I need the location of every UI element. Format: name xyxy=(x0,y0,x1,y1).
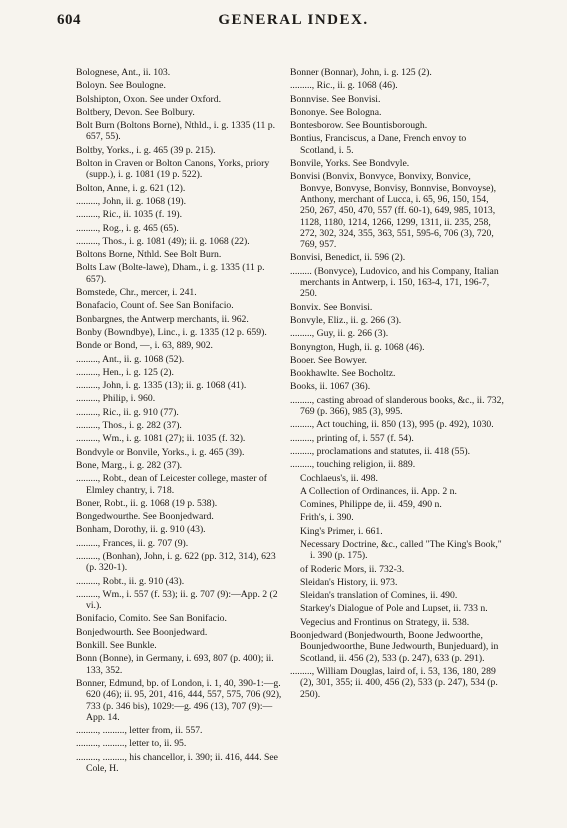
index-entry: ........., Ant., ii. g. 1068 (52). xyxy=(76,353,185,365)
index-entry: ........., Ric., ii. g. 1068 (46). xyxy=(290,80,398,92)
index-entry: Bolton in Craven or Bolton Canons, Yorks, priory (supp.), i. g. 1081 (19 p. 522). xyxy=(76,158,270,181)
index-entry: Starkey's Dialogue of Pole and Lupset, ii. 733 n. xyxy=(300,603,488,615)
index-entry: Sleidan's History, ii. 973. xyxy=(300,576,398,588)
index-entry: Boner, Robt., ii. g. 1068 (19 p. 538). xyxy=(76,497,218,509)
index-entry: Bonvisi (Bonvix, Bonvyce, Bonvixy, Bonvice, Bonvye, Bonvyse, Bonvisy, Bonnvise, Bonvoyse), Anthony, merchant of Lucca, i. 65, 96, 150, 154, 250, 267, 450, 470, 557 (ff. 60-1), 649, 985, 1013, 1128, 1180, 1214, 1266, 1299, 1311, ii. 235, 258, 272, 302, 324, 355, 363, 551, 595-6, 706 (3), 720, 769, 957. xyxy=(290,171,497,251)
index-entry: ........., ........., letter from, ii. 557. xyxy=(76,725,203,737)
index-entry: ........., Thos., i. g. 282 (37). xyxy=(76,420,182,432)
index-entry: Bonham, Dorothy, ii. g. 910 (43). xyxy=(76,524,206,536)
index-entry: Frith's, i. 390. xyxy=(300,512,354,524)
index-entry: Bonafacio, Count of. See San Bonifacio. xyxy=(76,300,234,312)
index-entry: ........., (Bonhan), John, i. g. 622 (pp. 312, 314), 623 (p. 320-1). xyxy=(76,550,276,574)
index-entry: Bolts Law (Bolte-lawe), Dham., i. g. 1335 (11 p. 657). xyxy=(76,262,265,285)
index-entry: Bonby (Bowndbye), Linc., i. g. 1335 (12 p. 659). xyxy=(76,326,267,338)
index-entry: Boltons Borne, Nthld. See Bolt Burn. xyxy=(76,249,222,261)
index-entry: Bolognese, Ant., ii. 103. xyxy=(76,67,171,78)
index-entry: Boonjedward (Bonjedwourth, Boone Jedwoorthe, Bounjedwoorthe, Bune Jedwourth, Bunjeduard), in Scotland, ii. 456 (2), 533 (p. 247), 633 (p. 291). xyxy=(290,630,499,664)
index-entry: ........., Wm., i. 557 (f. 53); ii. g. 707 (9):—App. 2 (2 vi.). xyxy=(76,588,278,612)
index-entry: Bonkill. See Bunkle. xyxy=(76,640,157,652)
index-entry: ........., ........., letter to, ii. 95. xyxy=(76,738,187,750)
index-entry: Bomstede, Chr., mercer, i. 241. xyxy=(76,287,197,299)
index-entry: ........., Ric., ii. 1035 (f. 19). xyxy=(76,209,183,221)
index-entry: Bonyngton, Hugh, ii. g. 1068 (46). xyxy=(290,341,425,353)
index-entry: Cochlaeus's, ii. 498. xyxy=(300,472,378,484)
index-entry: Bonn (Bonne), in Germany, i. 693, 807 (p. 400); ii. 133, 352. xyxy=(76,653,274,676)
index-entry: ........., Ric., ii. g. 910 (77). xyxy=(76,406,179,418)
index-entry: ........., Frances, ii. g. 707 (9). xyxy=(76,537,189,549)
index-entry: Bongedwourthe. See Boonjedward. xyxy=(76,511,214,523)
index-entry: ........., casting abroad of slanderous books, &c., ii. 732, 769 (p. 366), 985 (3), 995. xyxy=(290,394,504,418)
index-entry: Bonnvise. See Bonvisi. xyxy=(290,93,381,105)
index-entry: Boltbery, Devon. See Bolbury. xyxy=(76,106,195,118)
index-entry: Bolt Burn (Boltons Borne), Nthld., i. g. 1335 (11 p. 657, 55). xyxy=(76,120,276,143)
index-entry: Boltby, Yorks., i. g. 465 (39 p. 215). xyxy=(76,144,216,156)
index-entry: ........., Wm., i. g. 1081 (27); ii. 1035 (f. 32). xyxy=(76,433,246,445)
index-entry: ......... (Bonvyce), Ludovico, and his Company, Italian merchants in Antwerp, i. 150, 163-4, 171, 196-7, 250. xyxy=(290,265,499,300)
index-entry: ........., proclamations and statutes, ii. 418 (55). xyxy=(290,445,470,457)
index-entry: Bontius, Franciscus, a Dane, French envoy to Scotland, i. 5. xyxy=(290,133,467,156)
index-entry: Bonvisi, Benedict, ii. 596 (2). xyxy=(290,252,406,264)
index-column-left xyxy=(76,67,283,776)
index-entry: ........., printing of, i. 557 (f. 54). xyxy=(290,432,414,444)
index-entry: ........., Philip, i. 960. xyxy=(76,393,156,405)
index-entry: Sleidan's translation of Comines, ii. 490. xyxy=(300,590,458,602)
index-entry: A Collection of Ordinances, ii. App. 2 n. xyxy=(300,485,457,497)
index-entry: Bonvile, Yorks. See Bondvyle. xyxy=(290,158,410,170)
page-number: 604 xyxy=(57,12,81,28)
index-entry: ........., Rog., i. g. 465 (65). xyxy=(76,222,179,234)
index-entry: ........., John, ii. g. 1068 (19). xyxy=(76,195,187,207)
index-entry: Bookhawlte. See Bocholtz. xyxy=(290,368,396,380)
index-entry: ........., Hen., i. g. 125 (2). xyxy=(76,366,174,378)
index-entry: of Roderic Mors, ii. 732-3. xyxy=(300,563,405,575)
index-entry: Bononye. See Bologna. xyxy=(290,106,382,118)
index-entry: ........., John, i. g. 1335 (13); ii. g. 1068 (41). xyxy=(76,380,247,392)
page-title: GENERAL INDEX. xyxy=(218,12,369,28)
index-entry: King's Primer, i. 661. xyxy=(300,525,383,537)
index-entry: Comines, Philippe de, ii. 459, 490 n. xyxy=(300,499,442,511)
index-entry: Bonvyle, Eliz., ii. g. 266 (3). xyxy=(290,314,402,326)
index-entry: ........., Thos., i. g. 1081 (49); ii. g. 1068 (22). xyxy=(76,235,250,247)
index-entry: Vegecius and Frontinus on Strategy, ii. 538. xyxy=(300,616,470,628)
index-entry: ........., Act touching, ii. 850 (13), 995 (p. 492), 1030. xyxy=(290,419,494,431)
index-column-right xyxy=(290,67,504,702)
index-entry: Bolshipton, Oxon. See under Oxford. xyxy=(76,93,222,105)
index-entry: Bondvyle or Bonvile, Yorks., i. g. 465 (39). xyxy=(76,446,245,458)
index-entry: Bonvix. See Bonvisi. xyxy=(290,301,373,313)
index-entry: Bonde or Bond, —, i. 63, 889, 902. xyxy=(76,340,213,352)
index-entry: Bone, Marg., i. g. 282 (37). xyxy=(76,459,183,471)
index-entry: Bonbargnes, the Antwerp merchants, ii. 962. xyxy=(76,313,249,325)
index-entry: Bolton, Anne, i. g. 621 (12). xyxy=(76,182,186,194)
index-entry: ........., ........., his chancellor, i. 390; ii. 416, 444. See Cole, H. xyxy=(76,751,278,775)
index-entry: ........., William Douglas, laird of, i. 53, 136, 180, 289 (2), 301, 355; ii. 400, 456 (2), 533 (p. 247), 534 (p. 250). xyxy=(290,665,498,700)
index-entry: Books, ii. 1067 (36). xyxy=(290,381,371,393)
index-entry: Booer. See Bowyer. xyxy=(290,354,367,366)
index-entry: ........., Guy, ii. g. 266 (3). xyxy=(290,328,389,340)
index-entry: ........., Robt., dean of Leicester college, master of Elmley chantry, i. 718. xyxy=(76,473,267,496)
index-entry: Bonifacio, Comito. See San Bonifacio. xyxy=(76,613,227,625)
index-entry: Bonner, Edmund, bp. of London, i. 1, 40, 390-1:—g. 620 (46); ii. 95, 201, 416, 444, 557, 575, 706 (92), 733 (p. 346 bis), 1029:—g. 496 (13), 707 (9):—App. 14. xyxy=(76,677,282,723)
index-entry: Boloyn. See Boulogne. xyxy=(76,80,166,92)
index-entry: ........., touching religion, ii. 889. xyxy=(290,459,416,471)
index-entry: Bonner (Bonnar), John, i. g. 125 (2). xyxy=(290,67,432,78)
index-entry: ........., Robt., ii. g. 910 (43). xyxy=(76,575,185,587)
index-entry: Necessary Doctrine, &c., called "The King's Book," i. 390 (p. 175). xyxy=(300,538,502,562)
index-entry: Bontesborow. See Bountisborough. xyxy=(290,120,428,132)
index-entry: Bonjedwourth. See Boonjedward. xyxy=(76,626,208,638)
